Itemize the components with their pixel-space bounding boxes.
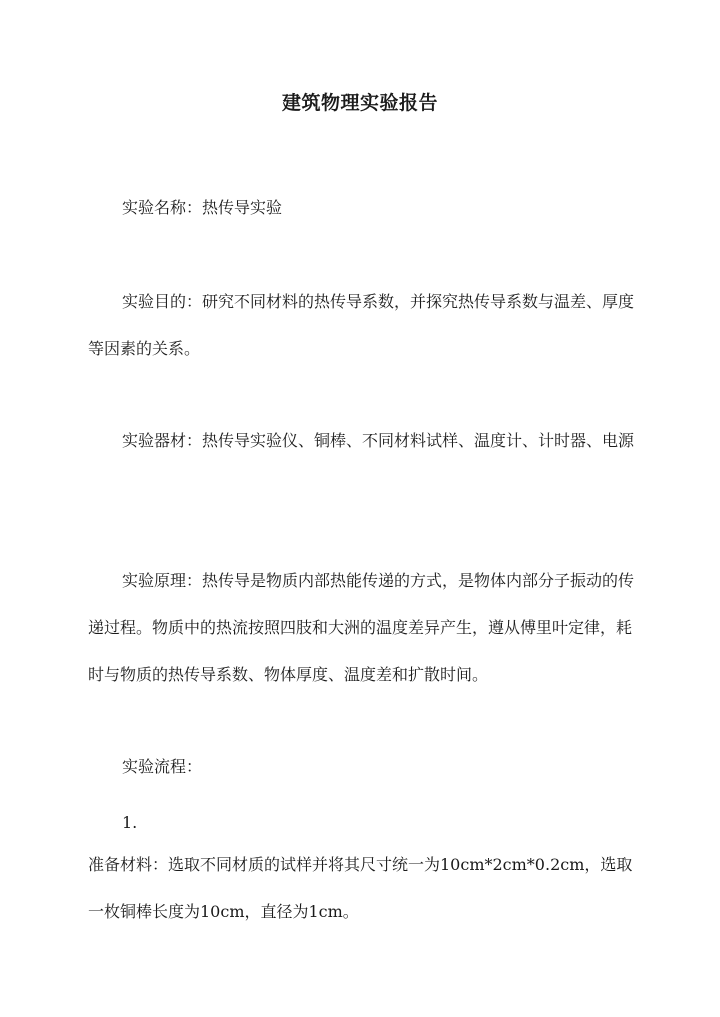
page-title: 建筑物理实验报告 [281, 92, 438, 114]
step-number: 1. [122, 813, 138, 832]
step-text: 准备材料：选取不同材质的试样并将其尺寸统一为10cm*2cm*0.2cm，选取一枚铜棒长度为10cm，直径为1cm。 [88, 855, 633, 921]
experiment-equipment: 实验器材：热传导实验仪、铜棒、不同材料试样、温度计、计时器、电源 [122, 431, 635, 450]
experiment-principle: 实验原理：热传导是物质内部热能传递的方式，是物体内部分子振动的传递过程。物质中的热流按照四肢和大洲的温度差异产生，遵从傅里叶定律，耗时与物质的热传导系数、物体厚度、温度差和扩散时间。 [88, 571, 635, 684]
experiment-name: 实验名称：热传导实验 [122, 198, 283, 217]
experiment-purpose: 实验目的：研究不同材料的热传导系数，并探究热传导系数与温差、厚度等因素的关系。 [88, 292, 635, 358]
procedure-heading: 实验流程： [122, 757, 203, 776]
